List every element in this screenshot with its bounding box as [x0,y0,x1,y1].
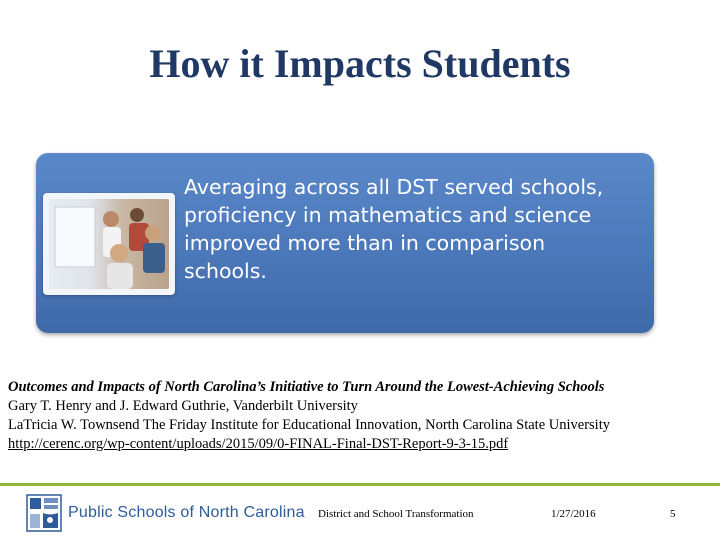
citation-block [8,378,713,454]
photo-frame [43,193,175,295]
state-logo-icon [26,494,62,532]
citation-authors-2: LaTricia W. Townsend The Friday Institute for Educational Innovation, North Carolina State University [8,417,610,433]
callout-text-line: schools. [184,259,267,283]
classroom-photo-icon [49,199,169,289]
citation-link[interactable]: http://cerenc.org/wp-content/uploads/2015/09/0-FINAL-Final-DST-Report-9-3-15.pdf [8,436,509,452]
callout-text [184,173,644,285]
footer-date: 1/27/2016 [551,508,596,520]
callout-text-line: improved more than in comparison [184,231,546,255]
logo-text: Public Schools of North Carolina [68,504,305,521]
footer-center-text: District and School Transformation [318,508,474,520]
page-number: 5 [670,508,676,520]
slide-title: How it Impacts Students [149,41,571,86]
footer-divider [0,483,720,486]
citation-authors-1: Gary T. Henry and J. Edward Guthrie, Vanderbilt University [8,398,358,414]
classroom-photo [49,199,169,289]
callout-text-line: Averaging across all DST served schools, [184,175,604,199]
citation-title: Outcomes and Impacts of North Carolina’s Initiative to Turn Around the Lowest-Achieving Schools [8,379,605,395]
footer-logo [26,494,305,532]
callout-text-line: proficiency in mathematics and science [184,203,592,227]
